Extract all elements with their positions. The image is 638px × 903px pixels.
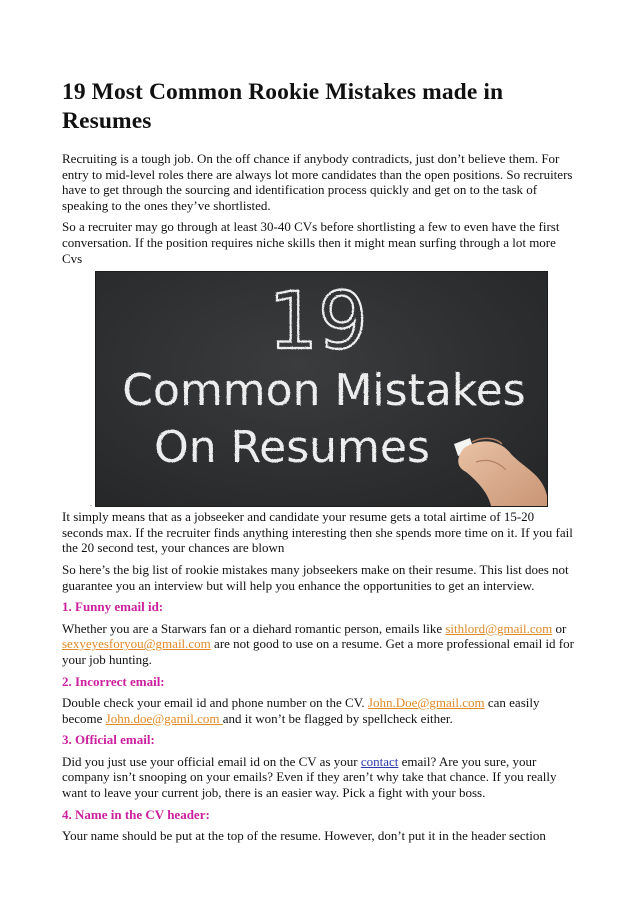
contact-link[interactable]: contact bbox=[360, 753, 399, 769]
email-link-john-doe-typo[interactable]: John.doe@gamil.com bbox=[105, 710, 223, 726]
email-link-john-doe[interactable]: John.Doe@gmail.com bbox=[367, 695, 485, 711]
section-heading-name-in-header: 4. Name in the CV header: bbox=[62, 806, 210, 822]
paragraph-big-list: So here’s the big list of rookie mistakes many jobseekers make on their resume. This list does not guarantee you an interview but will help you enhance the opportunities to get an interview. bbox=[62, 561, 569, 593]
image-text-number: 19 bbox=[268, 277, 368, 368]
section-heading-funny-email: 1. Funny email id: bbox=[62, 599, 164, 615]
section-body-funny-email: Whether you are a Starwars fan or a diehard romantic person, emails like sithlord@gmail.com or sexyeyesforyou@gmail.com are not good to use on a resume. Get a more professional email id for your job hunting. bbox=[62, 620, 574, 667]
paragraph-airtime: It simply means that as a jobseeker and candidate your resume gets a total airtime of 15-20 seconds max. If the recruiter finds anything interesting then she spends more time on it. If you fail the 20 second test, your chances are blown bbox=[62, 509, 573, 556]
image-anchor-mark: . bbox=[90, 499, 92, 509]
document-page bbox=[62, 78, 578, 844]
document-title: 19 Most Common Rookie Mistakes made in Resumes bbox=[62, 79, 504, 134]
hero-image-container bbox=[62, 271, 578, 509]
email-link-sithlord[interactable]: sithlord@gmail.com bbox=[445, 620, 553, 636]
section-heading-incorrect-email: 2. Incorrect email: bbox=[62, 673, 165, 689]
hand-holding-chalk-icon bbox=[454, 438, 547, 506]
section-heading-official-email: 3. Official email: bbox=[62, 732, 155, 748]
intro-paragraph-1: Recruiting is a tough job. On the off chance if anybody contradicts, just don’t believe them. For entry to mid-level roles there are always lot more candidates than the open positions. So recruiters have to get through the sourcing and identification process quickly and get on to the task of speaking to the ones they’ve shortlisted. bbox=[62, 151, 573, 213]
email-link-sexyeyes[interactable]: sexyeyesforyou@gmail.com bbox=[62, 636, 211, 652]
image-text-on-resumes: On Resumes bbox=[154, 422, 430, 474]
intro-paragraph-2: So a recruiter may go through at least 30-40 CVs before shortlisting a few to even have the first conversation. If the position requires niche skills then it might mean surfing through a lot more Cvs bbox=[62, 219, 560, 266]
image-text-common-mistakes: Common Mistakes bbox=[122, 365, 526, 417]
section-body-incorrect-email: Double check your email id and phone number on the CV. John.Doe@gmail.com can easily become John.doe@gamil.com and it won’t be flagged by spellcheck either. bbox=[62, 695, 540, 726]
chalkboard-image bbox=[95, 271, 548, 507]
chalkboard-illustration bbox=[96, 272, 547, 506]
section-body-official-email: Did you just use your official email id on the CV as your contact email? Are you sure, your company isn’t snooping on your emails? Even if they aren’t why take that chance. If you really want to leave your current job, there is an easier way. Pick a fight with your boss. bbox=[62, 753, 557, 801]
section-body-name-in-header: Your name should be put at the top of the resume. However, don’t put it in the header section bbox=[62, 828, 546, 844]
